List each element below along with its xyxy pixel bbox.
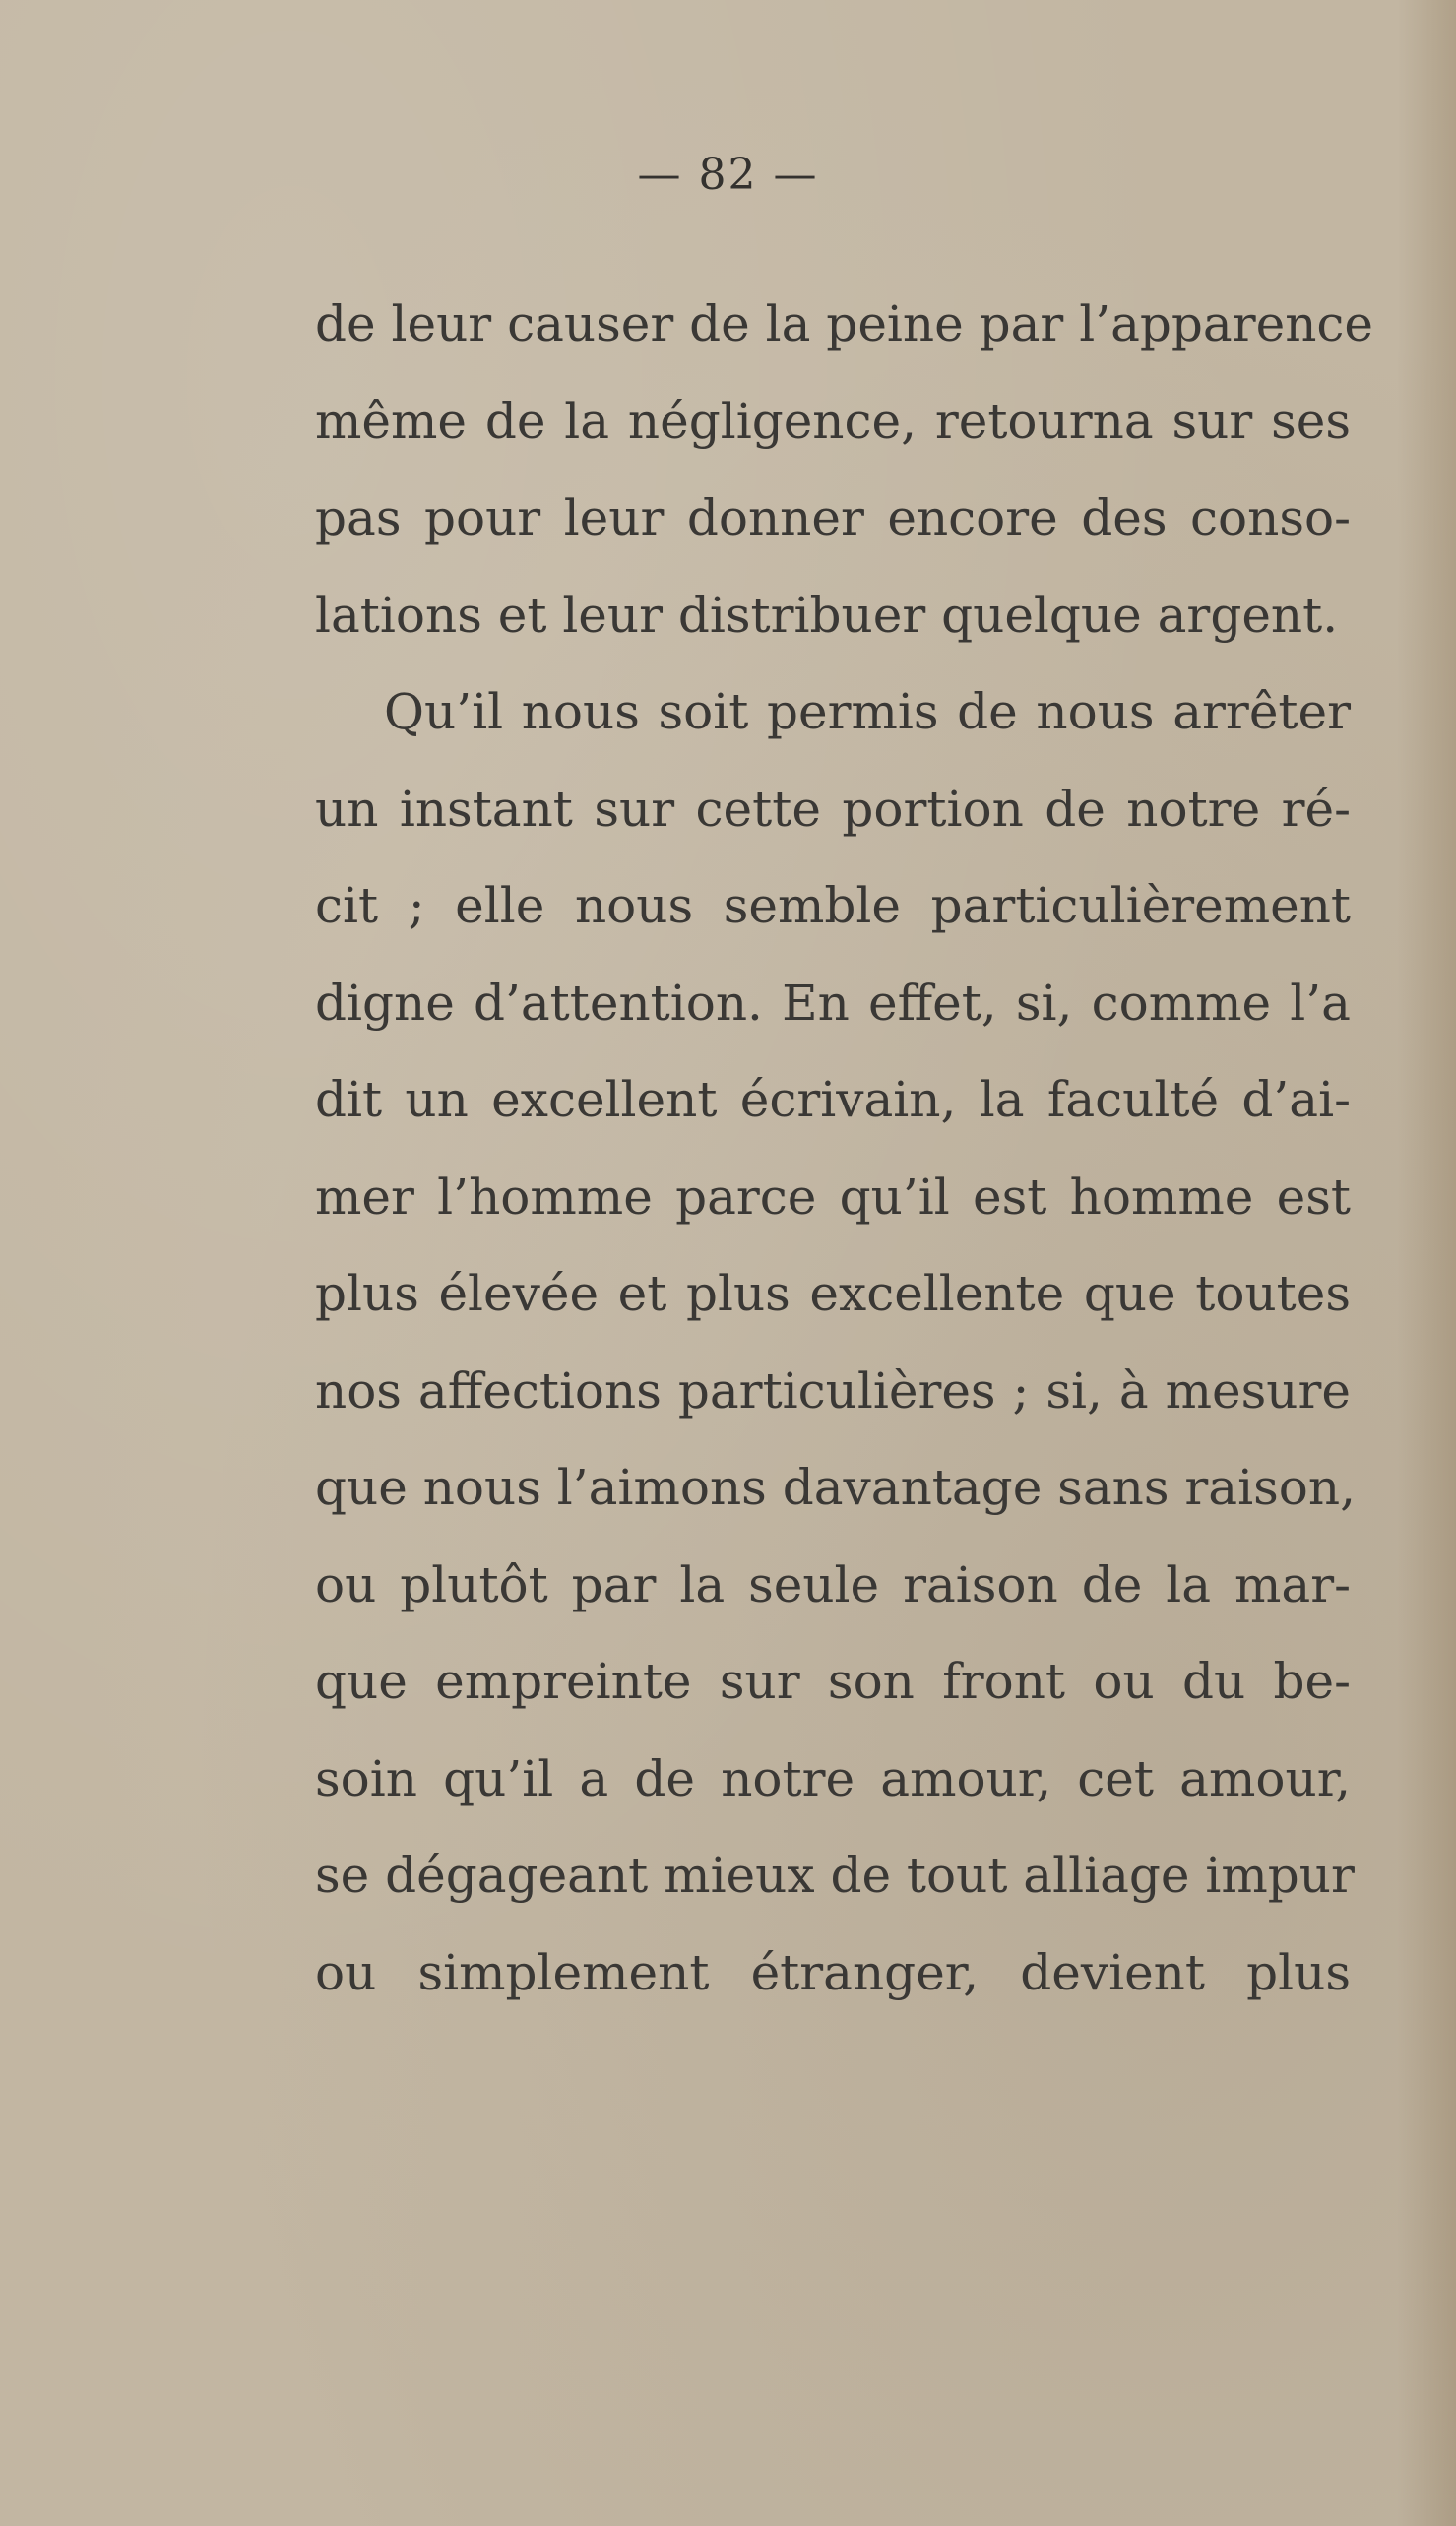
text-line: ou plutôt par la seule raison de la mar- bbox=[315, 1555, 1351, 1613]
text-line: soin qu’il a de notre amour, cet amour, bbox=[315, 1749, 1351, 1807]
text-line: un instant sur cette portion de notre ré- bbox=[315, 780, 1351, 838]
text-line: se dégageant mieux de tout alliage impur bbox=[315, 1847, 1355, 1904]
text-line: pas pour leur donner encore des conso- bbox=[315, 489, 1351, 546]
body-text bbox=[315, 276, 1373, 2021]
text-line: nos affections particulières ; si, à mesure bbox=[315, 1361, 1351, 1420]
page-edge-shadow bbox=[1397, 0, 1456, 2526]
text-line: dit un excellent écrivain, la faculté d’ai- bbox=[315, 1071, 1351, 1128]
text-line: même de la négligence, retourna sur ses bbox=[315, 392, 1351, 450]
text-line: cit ; elle nous semble particulièrement bbox=[315, 877, 1351, 934]
text-line: que nous l’aimons davantage sans raison, bbox=[315, 1459, 1356, 1516]
text-line: lations et leur distribuer quelque argent. bbox=[315, 586, 1339, 644]
page-number: — 82 — bbox=[637, 150, 819, 200]
text-line: Qu’il nous soit permis de nous arrêter bbox=[384, 683, 1351, 740]
text-line: de leur causer de la peine par l’apparence bbox=[315, 295, 1373, 352]
text-line: ou simplement étranger, devient plus bbox=[315, 1943, 1351, 2001]
text-line: que empreinte sur son front ou du be- bbox=[315, 1653, 1351, 1710]
text-line: digne d’attention. En effet, si, comme l’a bbox=[315, 974, 1351, 1032]
text-line: plus élevée et plus excellente que toutes bbox=[315, 1265, 1351, 1322]
text-line: mer l’homme parce qu’il est homme est bbox=[315, 1168, 1351, 1226]
